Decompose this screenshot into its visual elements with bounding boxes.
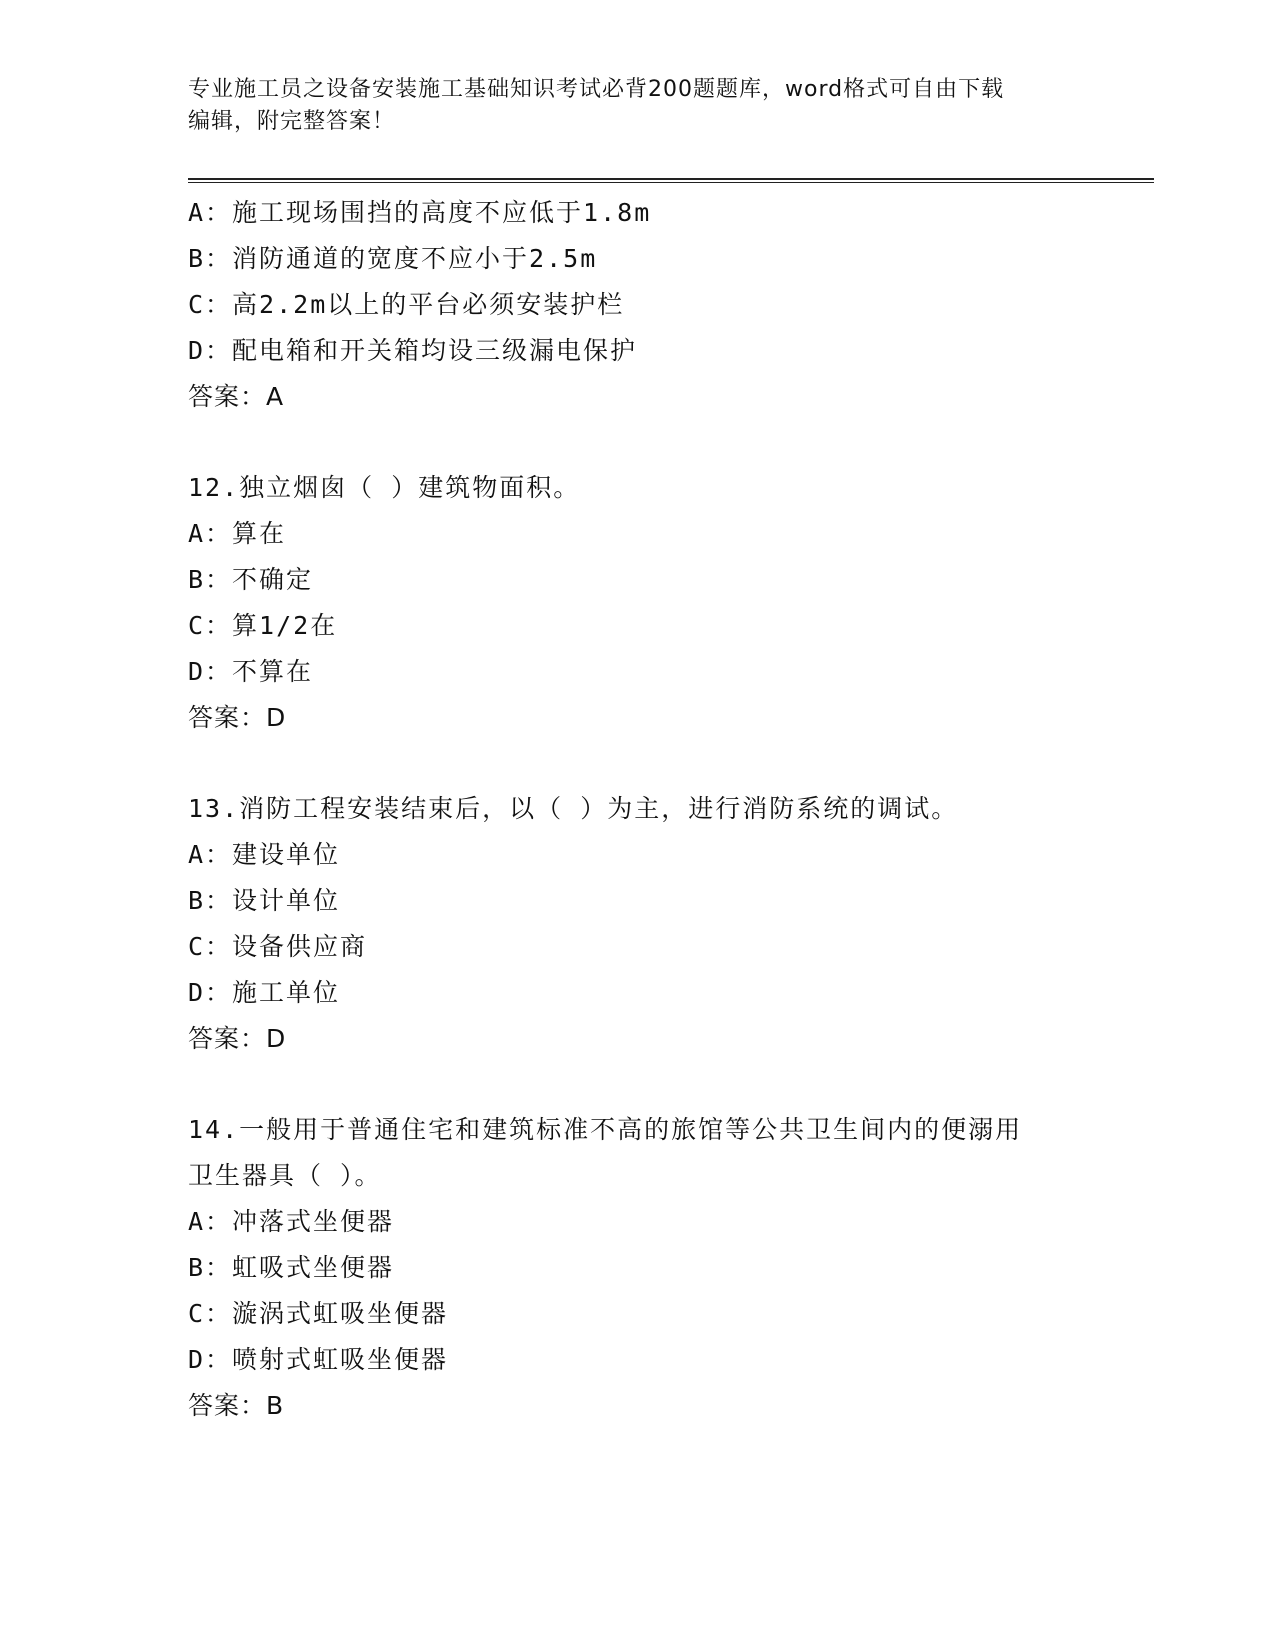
option-b: B：消防通道的宽度不应小于2.5m (188, 244, 598, 273)
question-13 (188, 786, 1148, 1062)
option-c: C：高2.2m以上的平台必须安装护栏 (188, 290, 625, 319)
option-d: D：施工单位 (188, 978, 341, 1007)
option-c: C：算1/2在 (188, 611, 338, 640)
option-a: A：冲落式坐便器 (188, 1207, 395, 1236)
question-list (188, 190, 1148, 1429)
question-text: 13.消防工程安装结束后，以（ ）为主，进行消防系统的调试。 (188, 794, 959, 823)
question-11 (188, 190, 1148, 420)
option-d: D：不算在 (188, 657, 314, 686)
option-c: C：设备供应商 (188, 932, 368, 961)
option-d: D：喷射式虹吸坐便器 (188, 1345, 449, 1374)
answer: 答案：A (188, 382, 285, 411)
question-14 (188, 1107, 1148, 1429)
option-a: A：施工现场围挡的高度不应低于1.8m (188, 198, 652, 227)
answer: 答案：B (188, 1391, 285, 1420)
question-text: 12.独立烟囱（ ）建筑物面积。 (188, 473, 581, 502)
question-12 (188, 465, 1148, 741)
document-header (188, 74, 1068, 138)
header-title-line-1: 专业施工员之设备安装施工基础知识考试必背200题题库，word格式可自由下载 (188, 77, 1005, 102)
option-d: D：配电箱和开关箱均设三级漏电保护 (188, 336, 638, 365)
header-divider (188, 178, 1154, 183)
question-text-line-1: 14.一般用于普通住宅和建筑标准不高的旅馆等公共卫生间内的便溺用 (188, 1115, 1023, 1144)
option-b: B：不确定 (188, 565, 314, 594)
answer: 答案：D (188, 703, 287, 732)
question-text-line-2: 卫生器具（ ）。 (188, 1161, 382, 1190)
header-title-line-2: 编辑，附完整答案！ (188, 109, 396, 134)
option-c: C：漩涡式虹吸坐便器 (188, 1299, 449, 1328)
option-a: A：建设单位 (188, 840, 341, 869)
option-b: B：设计单位 (188, 886, 341, 915)
option-a: A：算在 (188, 519, 287, 548)
option-b: B：虹吸式坐便器 (188, 1253, 395, 1282)
answer: 答案：D (188, 1024, 287, 1053)
